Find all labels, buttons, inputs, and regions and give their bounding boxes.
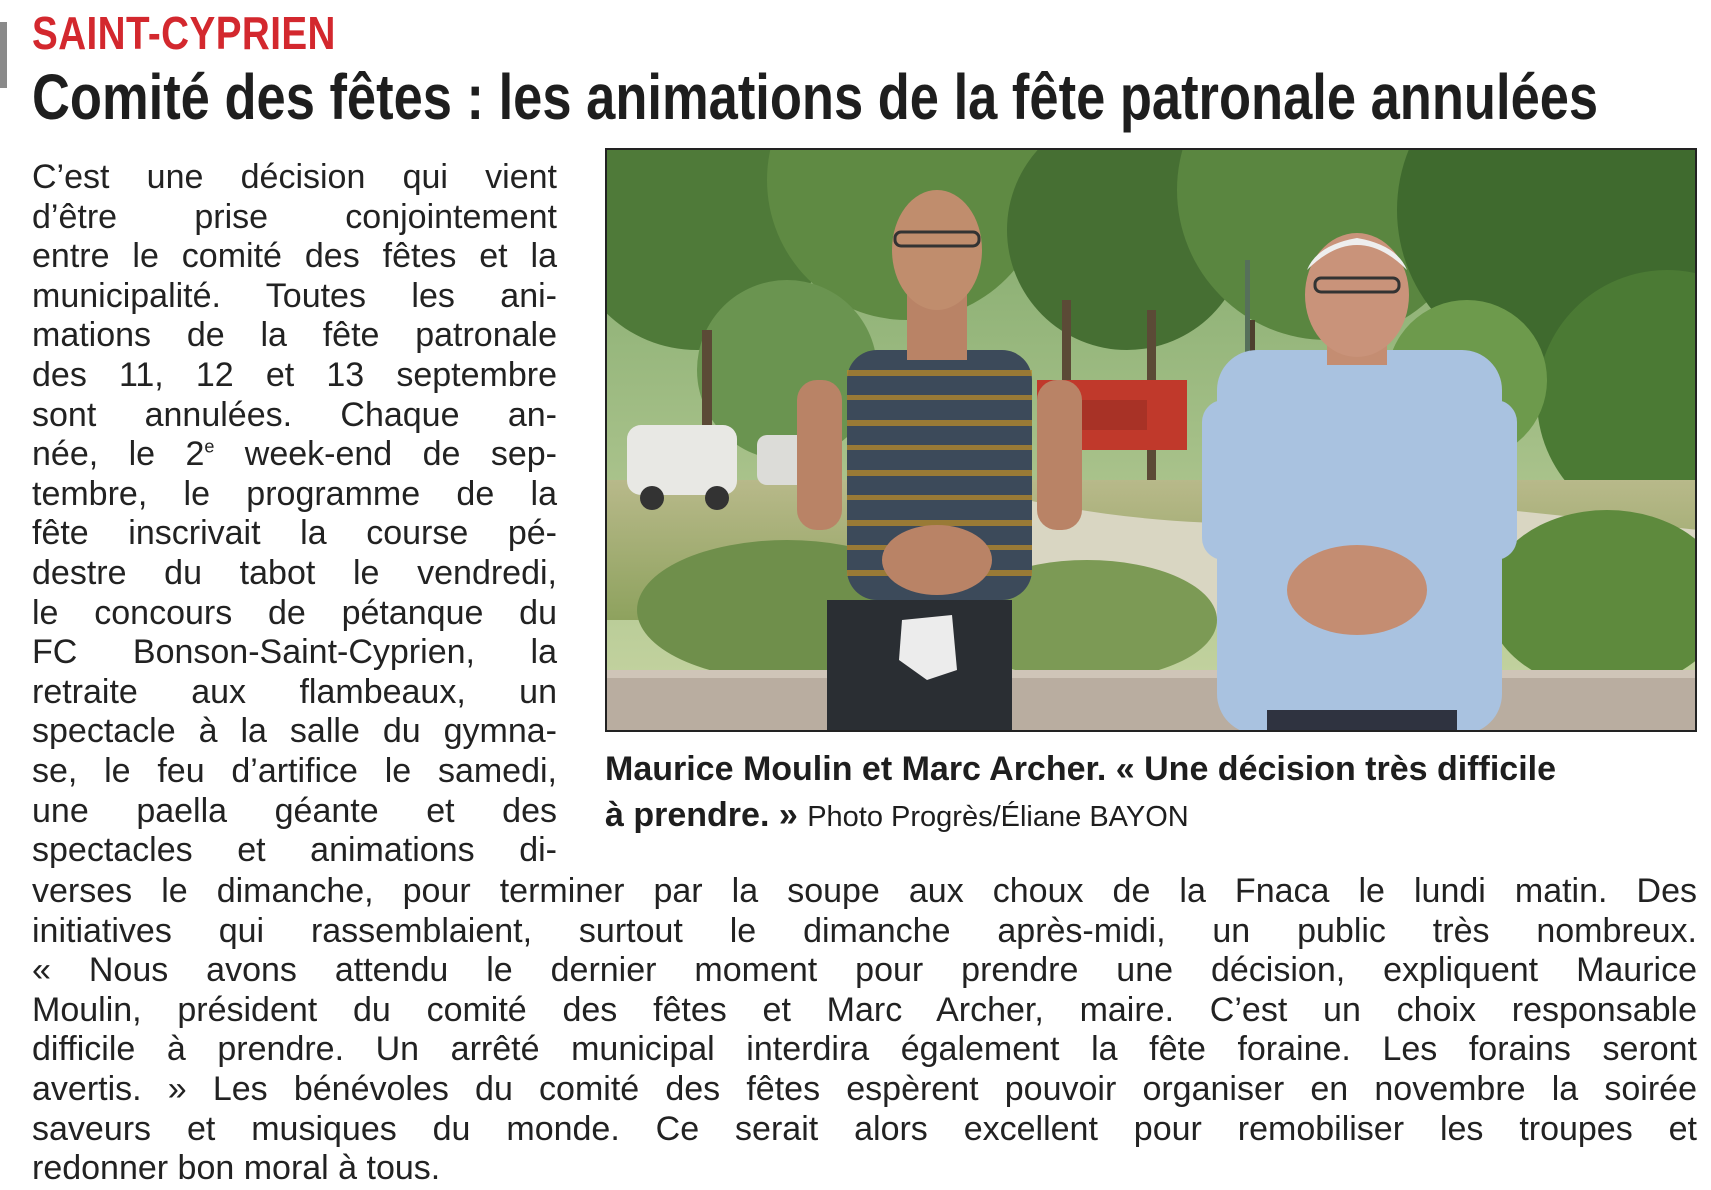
- body-text-line: le concours de pétanque du: [32, 593, 557, 632]
- photo-credit: Photo Progrès/Éliane BAYON: [807, 801, 1189, 833]
- body-text-line: FC Bonson-Saint-Cyprien, la: [32, 633, 557, 672]
- body-text-line: avertis. » Les bénévoles du comité des fêtes espèrent pouvoir organiser en novembre la soirée: [32, 1069, 1697, 1108]
- photo-caption: [605, 746, 1697, 840]
- body-text-line: « Nous avons attendu le dernier moment pour prendre une décision, expliquent Maurice: [32, 951, 1697, 990]
- body-text-line: initiatives qui rassemblaient, surtout le dimanche après-midi, un public très nombreux.: [32, 911, 1697, 950]
- body-text-line: des 11, 12 et 13 septembre: [32, 355, 557, 394]
- article-body-left-column: [32, 158, 557, 871]
- body-text-line: destre du tabot le vendredi,: [32, 553, 557, 592]
- body-text-line: difficile à prendre. Un arrêté municipal interdira également la fête foraine. Les forains seront: [32, 1030, 1697, 1069]
- body-text-line: C’est une décision qui vient: [32, 158, 557, 196]
- body-text-line: sont annulées. Chaque an-: [32, 395, 557, 434]
- body-text-line: retraite aux flambeaux, un: [32, 672, 557, 711]
- article-headline: Comité des fêtes : les animations de la fête patronale annulées: [32, 61, 1599, 133]
- article-photo: [605, 148, 1697, 732]
- caption-quote-end: à prendre. »: [605, 796, 798, 834]
- body-text-line: saveurs et musiques du monde. Ce serait alors excellent pour remobiliser les troupes et: [32, 1109, 1697, 1148]
- caption-names-quote: Maurice Moulin et Marc Archer. « Une décision très difficile: [605, 750, 1557, 788]
- body-text-line: verses le dimanche, pour terminer par la soupe aux choux de la Fnaca le lundi matin. Des: [32, 872, 1697, 910]
- ordinal-superscript: e: [204, 436, 215, 457]
- body-text-line: d’être prise conjointement: [32, 197, 557, 236]
- rubric-location: SAINT-CYPRIEN: [32, 7, 336, 59]
- photo-two-men-in-park: [607, 150, 1697, 732]
- article-body-full-width: [32, 872, 1697, 1189]
- body-text-line: entre le comité des fêtes et la: [32, 237, 557, 276]
- body-text-line: Moulin, président du comité des fêtes et Marc Archer, maire. C’est un choix responsable: [32, 990, 1697, 1029]
- body-text-line: redonner bon moral à tous.: [32, 1149, 441, 1188]
- body-text-line: spectacles et animations di-: [32, 831, 557, 870]
- body-text-line: née, le 2e week-end de sep-: [32, 435, 557, 474]
- body-text-line: une paella géante et des: [32, 791, 557, 830]
- body-text-line: mations de la fête patronale: [32, 316, 557, 355]
- body-text-line: fête inscrivait la course pé-: [32, 514, 557, 553]
- body-text-line: tembre, le programme de la: [32, 474, 557, 513]
- body-text-line: spectacle à la salle du gymna-: [32, 712, 557, 751]
- body-text-line: municipalité. Toutes les ani-: [32, 276, 557, 315]
- body-text-line: se, le feu d’artifice le samedi,: [32, 751, 557, 790]
- column-edge-marker: [0, 22, 7, 88]
